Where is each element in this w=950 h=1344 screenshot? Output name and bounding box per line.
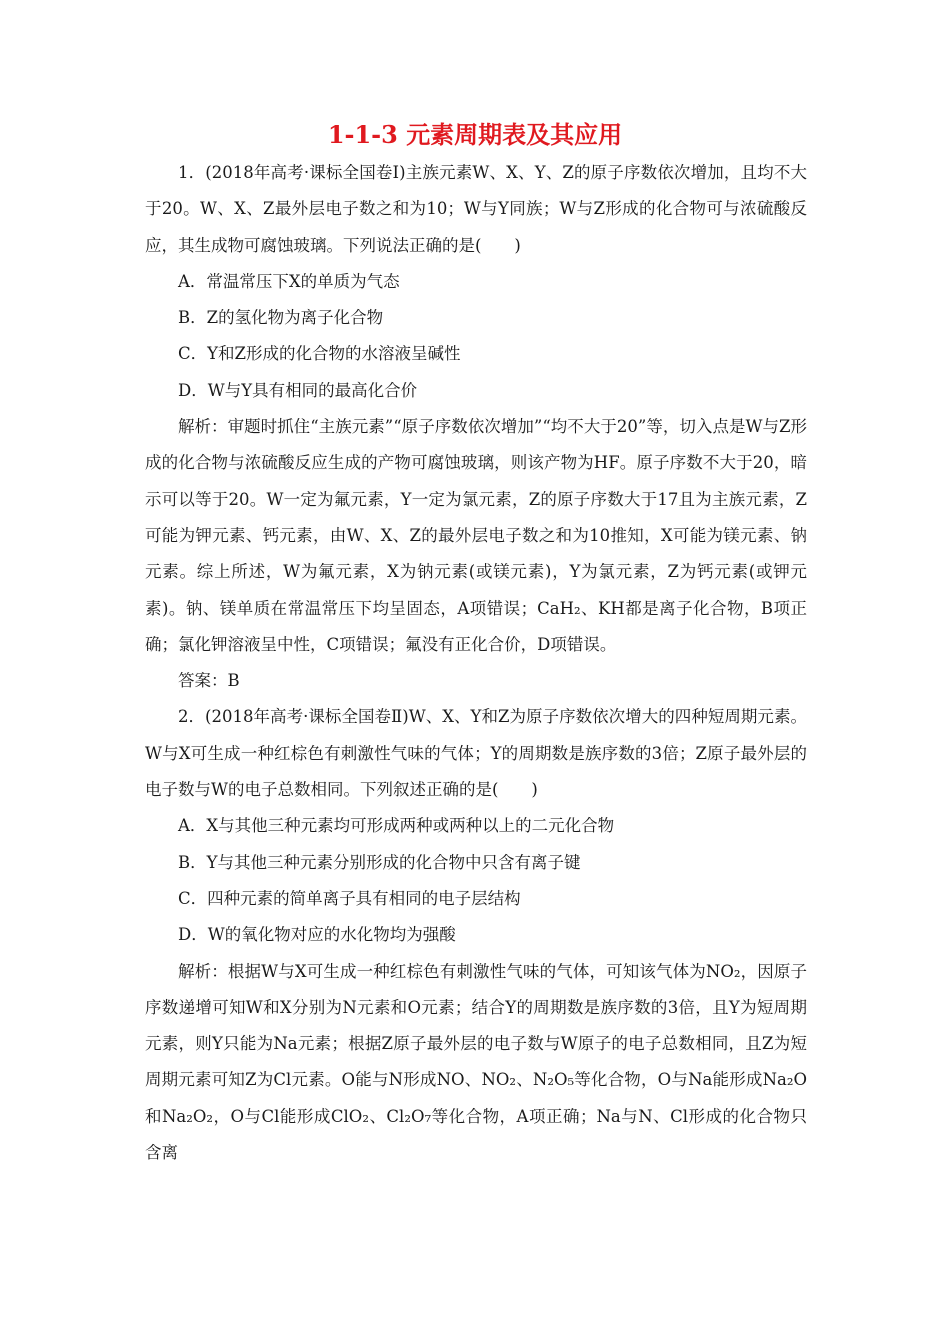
question-1-option-d: D．W与Y具有相同的最高化合价	[178, 380, 418, 400]
question-2-analysis: 解析：根据W与X可生成一种红棕色有刺激性气味的气体，可知该气体为NO₂，因原子序数递增可知W和X分别为N元素和O元素；结合Y的周期数是族序数的3倍，且Y为短周期元素，则Y只能为Na元素；根据Z原子最外层的电子数与W原子的电子总数相同，且Z为短周期元素可知Z为Cl元素。O能与N形成NO、NO₂、N₂O₅等化合物，O与Na能形成Na₂O和Na₂O₂，O与Cl能形成ClO₂、Cl₂O₇等化合物，A项正确；Na与N、Cl形成的化合物只含离	[145, 961, 807, 1163]
question-1-option-b: B．Z的氢化物为离子化合物	[178, 308, 384, 328]
question-2-option-a: A．X与其他三种元素均可形成两种或两种以上的二元化合物	[178, 816, 615, 836]
question-1-answer: 答案：B	[178, 671, 240, 691]
question-1-stem: 1．(2018年高考·课标全国卷Ⅰ)主族元素W、X、Y、Z的原子序数依次增加，且均不大于20。W、X、Z最外层电子数之和为10；W与Y同族；W与Z形成的化合物可与浓硫酸反应，其生成物可腐蚀玻璃。下列说法正确的是( )	[145, 163, 807, 255]
question-2-stem: 2．(2018年高考·课标全国卷Ⅱ)W、X、Y和Z为原子序数依次增大的四种短周期元素。W与X可生成一种红棕色有刺激性气味的气体；Y的周期数是族序数的3倍；Z原子最外层的电子数与W的电子总数相同。下列叙述正确的是( )	[145, 707, 807, 800]
question-2-option-c: C．四种元素的简单离子具有相同的电子层结构	[178, 888, 521, 908]
question-1-option-a: A．常温常压下X的单质为气态	[178, 271, 400, 291]
document-title: 1-1-3 元素周期表及其应用	[327, 120, 623, 149]
question-2-option-d: D．W的氧化物对应的水化物均为强酸	[178, 925, 456, 945]
question-1-analysis: 解析：审题时抓住“主族元素”“原子序数依次增加”“均不大于20”等，切入点是W与Z形成的化合物与浓硫酸反应生成的产物可腐蚀玻璃，则该产物为HF。原子序数不大于20，暗示可以等于20。W一定为氟元素，Y一定为氯元素，Z的原子序数大于17且为主族元素，Z可能为钾元素、钙元素，由W、X、Z的最外层电子数之和为10推知，X可能为镁元素、钠元素。综上所述，W为氟元素，X为钠元素(或镁元素)，Y为氯元素，Z为钙元素(或钾元素)。钠、镁单质在常温常压下均呈固态，A项错误；CaH₂、KH都是离子化合物，B项正确；氯化钾溶液呈中性，C项错误；氟没有正化合价，D项错误。	[145, 417, 807, 654]
question-1-option-c: C．Y和Z形成的化合物的水溶液呈碱性	[178, 344, 461, 364]
question-2-option-b: B．Y与其他三种元素分别形成的化合物中只含有离子键	[178, 852, 581, 872]
document-body	[145, 155, 807, 1171]
